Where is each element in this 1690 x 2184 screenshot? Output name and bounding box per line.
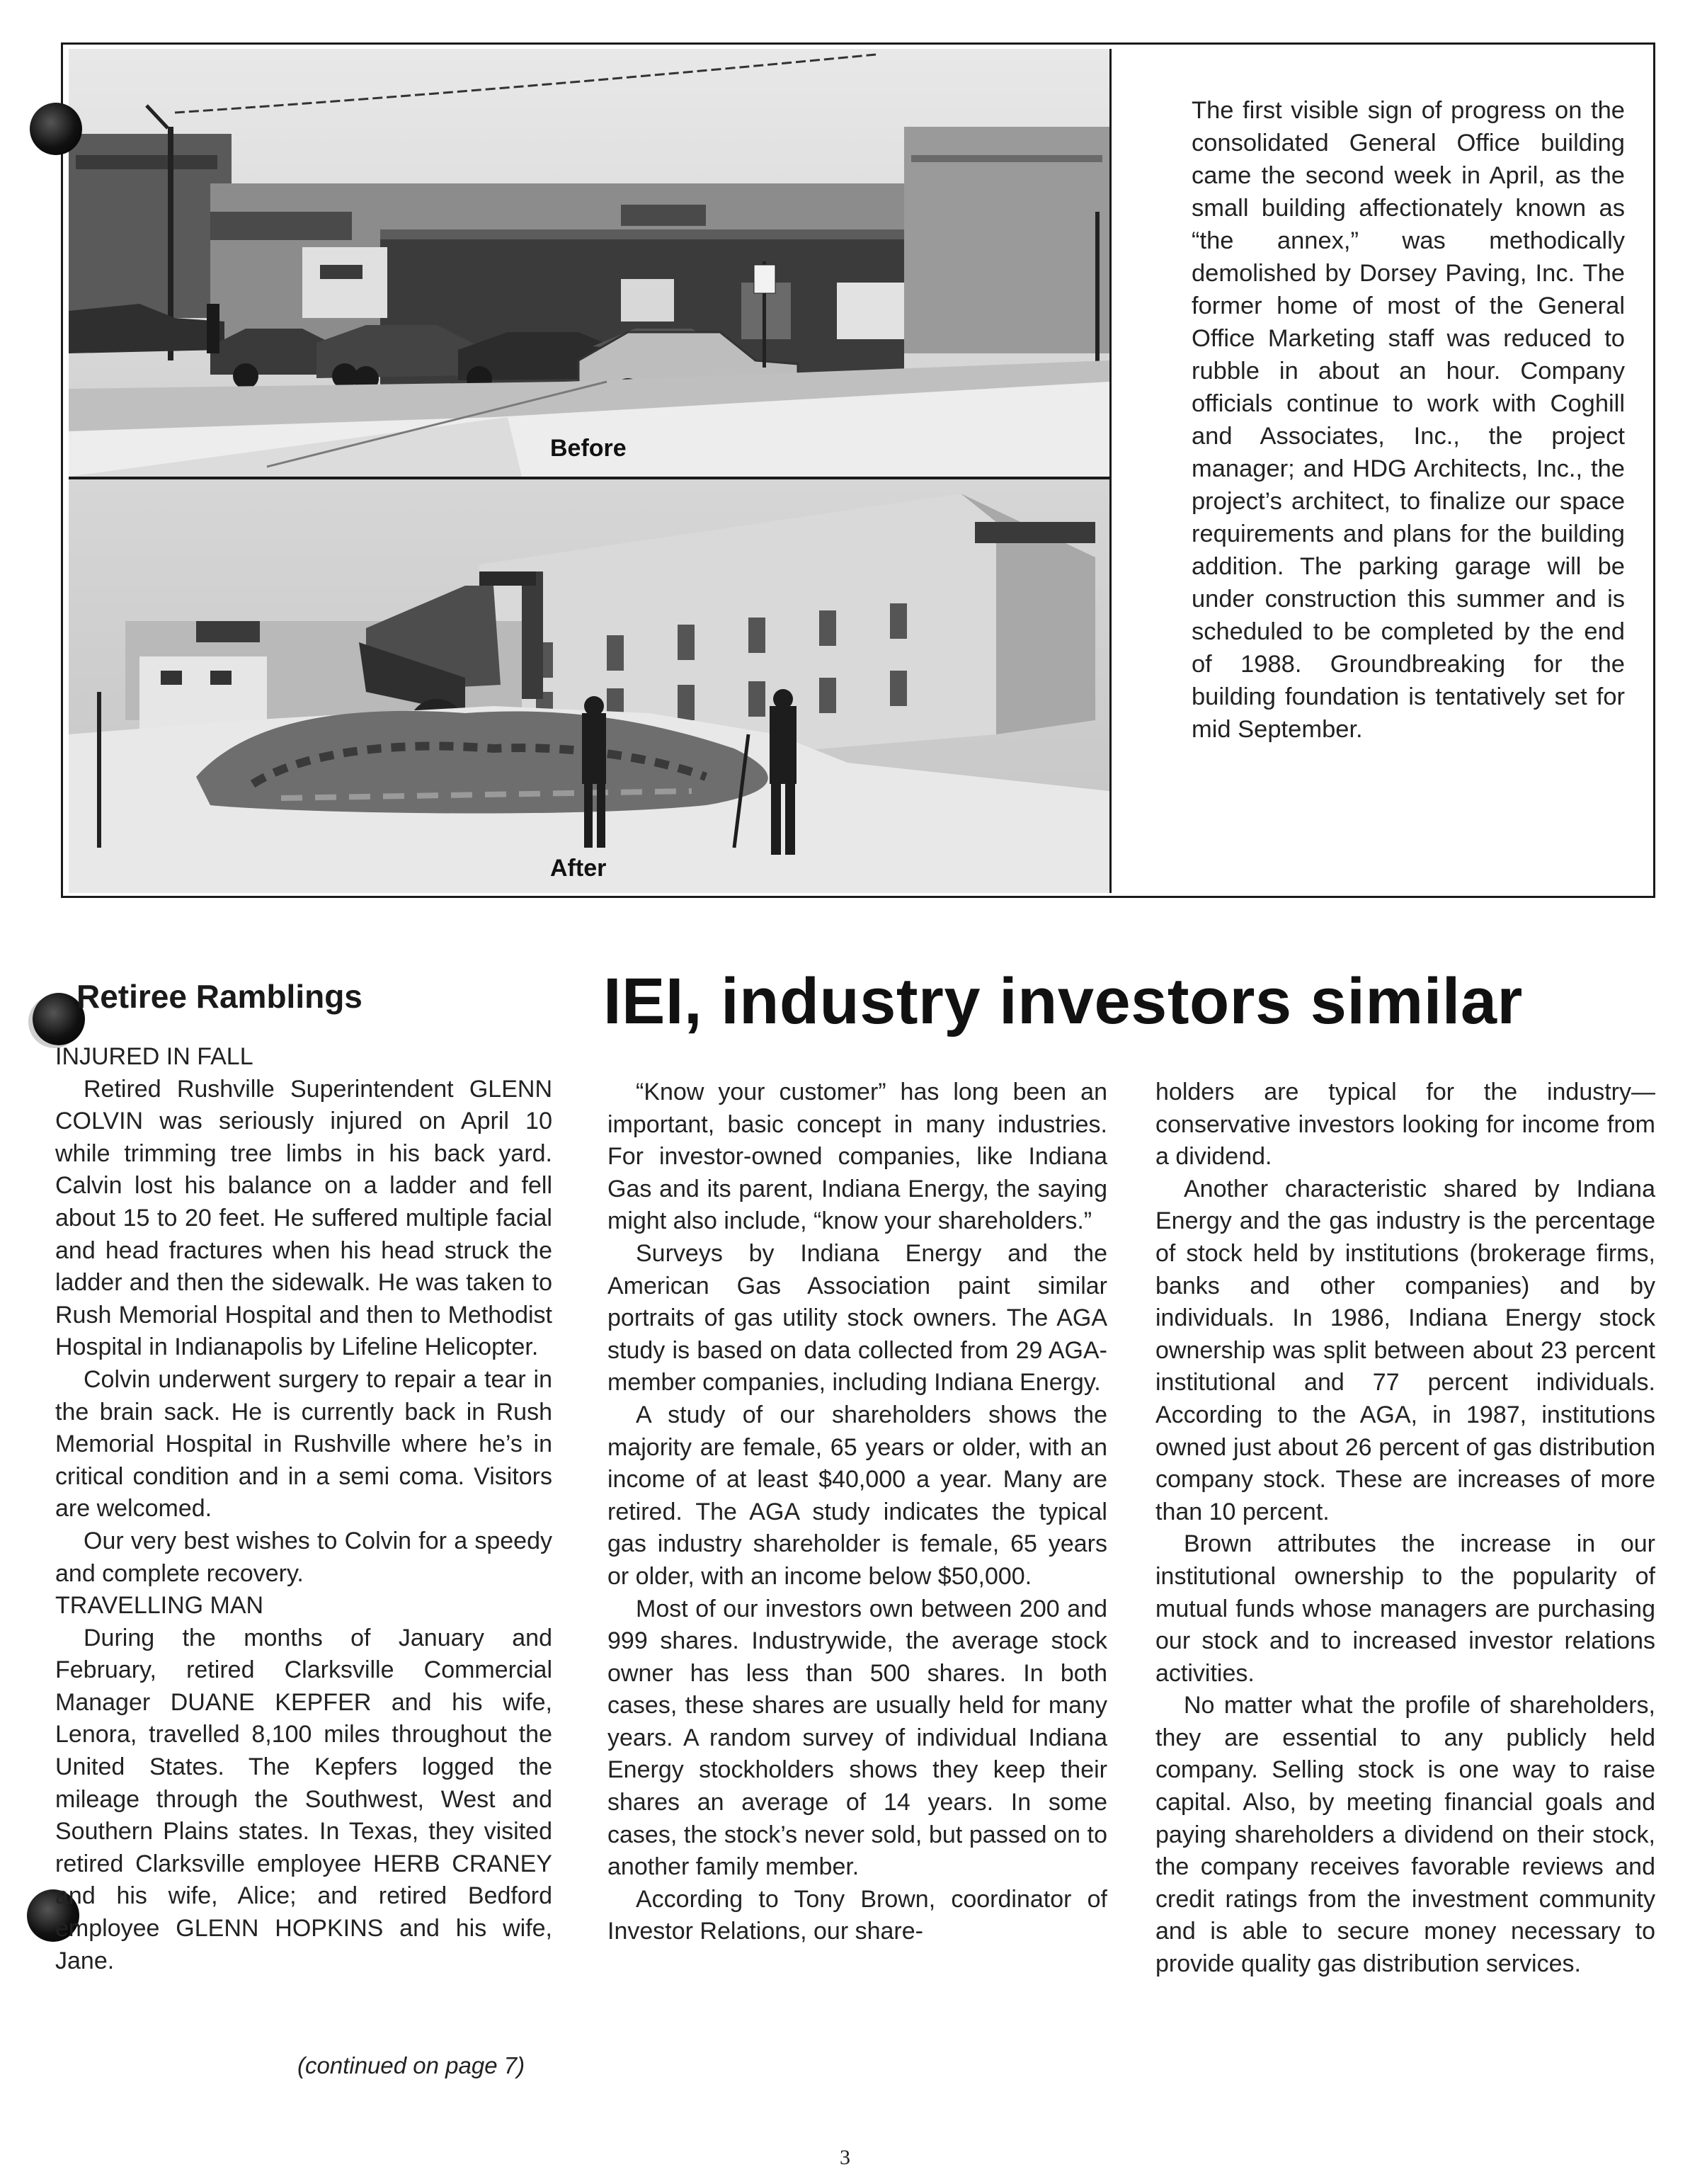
continued-note: (continued on page 7) — [297, 2052, 525, 2078]
photo-description: The first visible sign of progress on the consolidated General Office building came the second week in April, as the small building affectionately known as “the annex,” was methodically demolished by Dorsey Paving, Inc. The former home of most of the General Office Marketing staff was reduced to rubble in about an hour. Company officials continue to work with Coghill and Associates, Inc., the project manager; and HDG Architects, Inc., the project’s architect, to finalize our space requirements and plans for the building addition. The parking garage will be under construction this summer and is scheduled to be completed by the end of 1988. Groundbreaking for the building foundation is tentatively set for mid September. — [1192, 97, 1625, 743]
photo-feature-box — [61, 42, 1655, 898]
punch-hole-top — [30, 103, 82, 155]
paragraph: Another characteristic shared by Indiana Energy and the gas industry is the percentage of stock held by institutions (brokerage firms, banks and other companies) and by individuals. In 1986, Indiana Energy stock ownership was split between about 23 percent institutional and 77 percent individuals. According to the AGA, in 1987, institutions owned just about 26 percent of gas distribution company stock. These are increases of more than 10 percent. — [1155, 1175, 1655, 1525]
article-column-1 — [607, 1076, 1107, 1948]
before-caption: Before — [550, 435, 627, 462]
article-headline: IEI, industry investors similar — [603, 965, 1523, 1037]
paragraph: Brown attributes the increase in our institutional ownership to the popularity of mutual funds whose managers are purchasing our stock and to increased investor relations activities. — [1155, 1530, 1655, 1687]
paragraph: Our very best wishes to Colvin for a speedy and complete recovery. — [55, 1527, 552, 1587]
after-photo — [69, 479, 1112, 893]
article-column-2 — [1155, 1076, 1655, 1981]
paragraph: Most of our investors own between 200 and 999 shares. Industrywide, the average stock owner has less than 500 shares. In both cases, these shares are usually held for many years. A random survey of individual Indiana Energy stockholders shows they keep their shares an average of 14 years. In some cases, the stock’s never sold, but passed on to another family member. — [607, 1595, 1107, 1881]
retiree-ramblings-title: Retiree Ramblings — [76, 978, 362, 1015]
paragraph: No matter what the profile of shareholders, they are essential to any publicly held company. Selling stock is one way to raise capital. Also, by meeting financial goals and paying shareholders a dividend on their stock, the company receives favorable reviews and credit ratings from the investment community and is able to secure money necessary to provide quality gas distribution services. — [1155, 1692, 1655, 1978]
paragraph: “Know your customer” has long been an important, basic concept in many industries. For investor-owned companies, like Indiana Gas and its parent, Indiana Energy, the saying might also include, “know your shareholders.” — [607, 1079, 1107, 1235]
paragraph: Surveys by Indiana Energy and the American Gas Association paint similar portraits of gas utility stock owners. The AGA study is based on data collected from 29 AGA-member companies, including Indiana Energy. — [607, 1239, 1107, 1397]
before-photo — [69, 49, 1112, 479]
paragraph: A study of our shareholders shows the majority are female, 65 years or older, with an income of at least $40,000 a year. Many are retired. The AGA study indicates the typical gas industry shareholder is female, 65 years or older, with an income below $50,000. — [607, 1401, 1107, 1590]
before-photo-image — [69, 49, 1109, 477]
retiree-ramblings-column — [55, 1041, 552, 1977]
paragraph: Retired Rushville Superintendent GLENN COLVIN was seriously injured on April 10 while trimming tree limbs in his back yard. Calvin lost his balance on a ladder and fell about 15 to 20 feet. He suffered multiple facial and head fractures when his head struck the ladder and then the sidewalk. He was taken to Rush Memorial Hospital and then to Methodist Hospital in Indianapolis by Lifeline Helicopter. — [55, 1075, 552, 1361]
section-heading: INJURED IN FALL — [55, 1043, 253, 1070]
paragraph: holders are typical for the industry—conservative investors looking for income from a dividend. — [1155, 1079, 1655, 1171]
page-number: 3 — [840, 2146, 850, 2169]
after-caption: After — [550, 855, 607, 882]
paragraph: During the months of January and February, retired Clarksville Commercial Manager DUANE KEPFER and his wife, Lenora, travelled 8,100 miles throughout the United States. The Kepfers logged the mileage through the Southwest, West and Southern Plains states. In Texas, they visited retired Clarksville employee HERB CRANEY and his wife, Alice; and retired Bedford employee GLENN HOPKINS and his wife, Jane. — [55, 1624, 552, 1974]
paragraph: According to Tony Brown, coordinator of Investor Relations, our share- — [607, 1885, 1107, 1945]
after-photo-image — [69, 479, 1109, 893]
paragraph: Colvin underwent surgery to repair a tear in the brain sack. He is currently back in Rush Memorial Hospital in Rushville where he’s in critical condition and in a semi coma. Visitors are welcomed. — [55, 1365, 552, 1523]
section-heading: TRAVELLING MAN — [55, 1592, 264, 1620]
